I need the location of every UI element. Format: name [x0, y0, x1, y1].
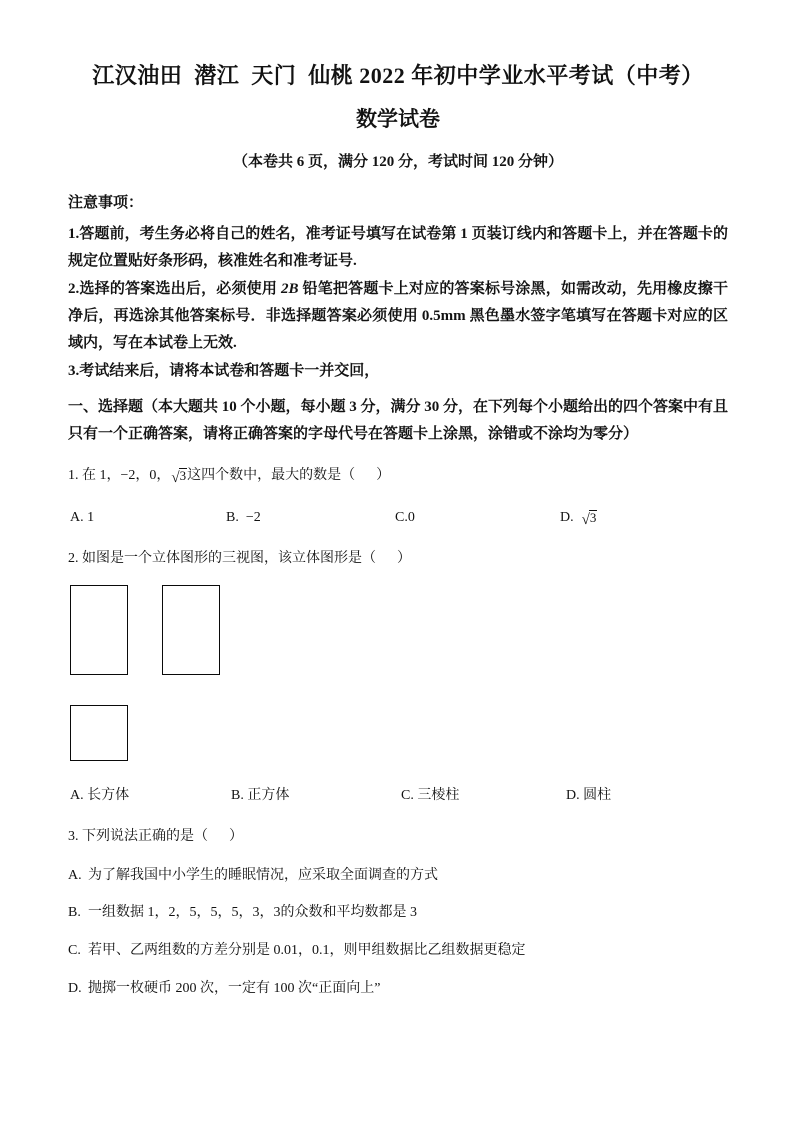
section-heading-multiple-choice: 一、选择题（本大题共 10 个小题，每小题 3 分，满分 30 分，在下列每个小题给出的四个答案中有且只有一个正确答案，请将正确答案的字母代号在答题卡上涂黑，涂错或不涂均为零分） [68, 399, 729, 442]
page-content [68, 0, 728, 999]
question-1-option-b[interactable] [226, 505, 261, 531]
page-title: 江汉油田 潜江 天门 仙桃 2022 年初中学业水平考试（中考） [92, 63, 704, 88]
option-b-label: B. [226, 510, 239, 525]
question-1-option-c[interactable] [395, 505, 415, 531]
question-2-option-c[interactable] [401, 783, 459, 809]
option-a-text: 1 [87, 510, 95, 525]
option-b-text: 正方体 [247, 787, 290, 803]
exam-info-note: （本卷共 6 页，满分 120 分，考试时间 120 分钟） [232, 153, 563, 170]
notice-item-1 [68, 221, 728, 274]
question-1-option-a[interactable] [70, 505, 94, 531]
option-c-label: C. [401, 787, 414, 803]
question-2-stem: 2. 如图是一个立体图形的三视图，该立体图形是（ ） [68, 551, 411, 566]
option-a-text: 为了解我国中小学生的睡眠情况，应采取全面调查的方式 [88, 867, 438, 883]
question-3-option-b[interactable] [68, 902, 728, 924]
question-1-options [68, 505, 728, 531]
question-2-options [68, 783, 728, 809]
option-d-text: 抛掷一枚硬币 200 次，一定有 100 次“正面向上” [88, 980, 381, 996]
option-a-label: A. [70, 510, 84, 525]
question-2 [68, 547, 728, 809]
notice-heading: 注意事项： [68, 194, 144, 211]
option-d-label: D. [68, 980, 82, 996]
sqrt-icon [581, 505, 598, 533]
option-a-label: A. [68, 867, 82, 883]
notice-item-2-text-pre: 2.选择的答案选出后，必须使用 [68, 281, 282, 298]
option-d-text: 圆柱 [583, 787, 612, 803]
front-view-rectangle [70, 585, 128, 675]
radical-sign: √ [171, 469, 180, 486]
option-c-label: C. [68, 942, 81, 958]
sqrt-icon [170, 465, 187, 492]
question-2-option-d[interactable] [566, 783, 611, 809]
option-a-label: A. [70, 787, 84, 803]
page-subtitle: 数学试卷 [356, 106, 440, 131]
question-3-option-c[interactable] [68, 940, 728, 962]
notice-section [68, 192, 728, 386]
pencil-grade-label: 2B [281, 281, 299, 298]
option-b-label: B. [231, 787, 244, 803]
question-2-option-a[interactable] [70, 783, 129, 809]
option-c-text: 若甲、乙两组数的方差分别是 0.01，0.1，则甲组数据比乙组数据更稳定 [88, 942, 526, 958]
notice-item-1-text: 1.答题前，考生务必将自己的姓名，准考证号填写在试卷第 1 页装订线内和答题卡上，并在答题卡的规定位置贴好条形码，核准姓名和准考证号. [68, 226, 728, 269]
option-b-text: 一组数据 1，2，5，5，5，3，3的众数和平均数都是 3 [88, 905, 417, 921]
notice-item-2-text-post: 铅笔把答题卡上对应的答案标号涂黑，如需改动，先用橡皮擦干净后，再选涂其他答案标号．非选择题答案必须使用 0.5mm 黑色墨水签字笔填写在答题卡对应的区域内，写在本试卷上无效. [68, 281, 728, 351]
option-b-label: B. [68, 905, 81, 921]
option-c-label: C. [395, 510, 408, 525]
question-3-option-d[interactable] [68, 978, 728, 1000]
top-view-square [70, 705, 128, 761]
option-d-radicand: 3 [589, 510, 597, 525]
option-a-text: 长方体 [87, 787, 130, 803]
question-1-option-d[interactable] [560, 505, 597, 533]
option-c-text: 0 [407, 510, 415, 525]
question-3-options [68, 865, 728, 1000]
question-1-radicand: 3 [179, 467, 187, 483]
option-d-label: D. [560, 510, 574, 525]
question-1-stem-post: 这四个数中，最大的数是（ ） [187, 467, 391, 483]
notice-item-3 [68, 358, 728, 385]
option-d-label: D. [566, 787, 580, 803]
option-c-text: 三棱柱 [417, 787, 460, 803]
question-1-stem [68, 464, 728, 492]
question-3-stem: 3. 下列说法正确的是（ ） [68, 828, 243, 844]
question-1 [68, 464, 728, 532]
question-2-figure-three-views [68, 579, 728, 769]
option-b-text: −2 [245, 510, 261, 525]
question-3-option-a[interactable] [68, 865, 728, 887]
question-1-stem-pre: 1. 在 1，−2，0， [68, 467, 171, 483]
question-2-option-b[interactable] [231, 783, 289, 809]
notice-item-3-text: 3.考试结来后，请将本试卷和答题卡一并交回， [68, 363, 380, 380]
radical-sign: √ [581, 512, 590, 528]
notice-item-2 [68, 276, 728, 356]
side-view-rectangle [162, 585, 220, 675]
question-3 [68, 825, 728, 1000]
